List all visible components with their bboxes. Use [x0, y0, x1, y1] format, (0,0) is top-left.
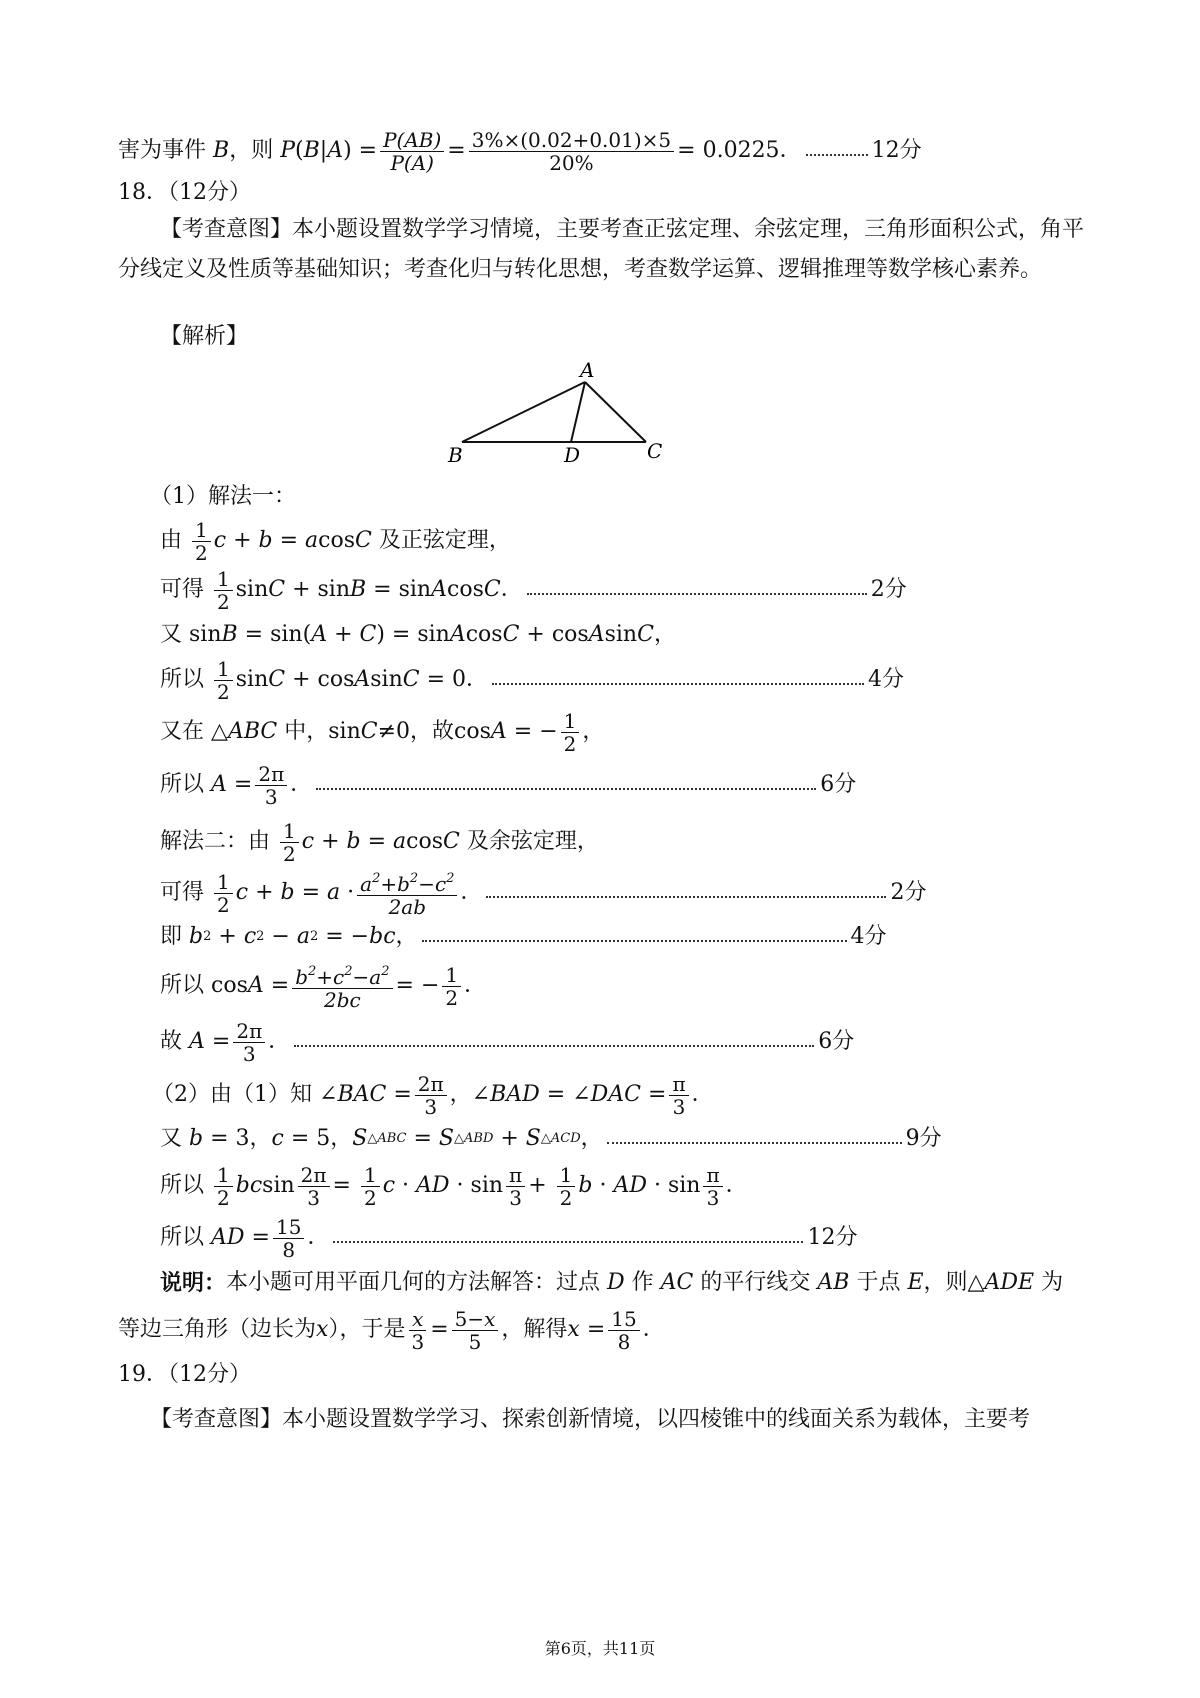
label-C: C	[647, 439, 663, 463]
q18-header: 18．（12分）	[118, 180, 251, 205]
m2-line4: 所以 cos A = $\frac{b^2+c^2-a^2}{2bc}$ = − $\frac{1}{2}$ ．	[160, 962, 487, 1012]
top-formula-line: 害为事件 B ，则 P ( B | A ) = $\frac{P(AB)}{P(A)}$ = $\frac{3\%\times(0.02+0.01)\times 5}{20\%}$ = 0.0225 ． 12分	[118, 127, 922, 175]
p2-line1: （2）由（1）知 ∠ BAC = $\frac{2\pi}{3}$ ，∠ BAD = ∠ DAC = $\frac{\pi}{3}$ ．	[152, 1071, 714, 1119]
score-12-top: 12分	[871, 138, 922, 163]
m2-line1: 解法二：由 $\frac{1}{2}$ c + b = a cos C 及余弦定理，	[160, 818, 599, 866]
m2-line5: 故 A = $\frac{2\pi}{3}$ ． 6分	[160, 1018, 855, 1066]
q18-analysis-label: 【解析】	[160, 324, 249, 349]
triangle-figure	[440, 360, 690, 470]
q18-intent: 【考查意图】本小题设置数学学习情境，主要考查正弦定理、余弦定理，三角形面积公式，角平分线定义及性质等基础知识；考查化归与转化思想，考查数学运算、逻辑推理等数学核心素养。	[118, 217, 1085, 282]
frac-pab-pa: $\frac{P(AB)}{P(A)}$	[380, 129, 444, 174]
q19-intent: 【考查意图】 本小题设置数学学习、探索创新情境，以四棱锥中的线面关系为载体，主要考	[150, 1407, 1031, 1432]
p2-line2: 又 b = 3， c = 5， S △ABC = S △ABD + S △ACD ， 9分	[160, 1124, 942, 1154]
top-prefix: 害为事件	[118, 138, 207, 163]
part1-title: （1）解法一：	[150, 484, 296, 509]
score-2b: 2分	[890, 880, 927, 905]
m2-line2: 可得 $\frac{1}{2}$ c + b = a · $\frac{a^2+b^2-c^2}{2ab}$ ． 2分	[160, 869, 927, 919]
score-6b: 6分	[818, 1029, 855, 1054]
p2-line4: 所以 AD = $\frac{15}{8}$ ． 12分	[160, 1214, 858, 1262]
p2-line3: 所以 $\frac{1}{2}$ bc sin $\frac{2\pi}{3}$ = $\frac{1}{2}$ c · AD · sin $\frac{\pi}{3}$ + $\frac{1}{2}$ b · AD · sin $\frac{\pi}{3}$ ．	[160, 1162, 748, 1210]
page-footer: 第6页，共11页	[544, 1639, 656, 1658]
label-D: D	[564, 443, 581, 467]
score-12: 12分	[807, 1225, 858, 1250]
score-4: 4分	[868, 667, 905, 692]
m2-line3: 即 b 2 + c 2 − a 2 = − bc ， 4分	[160, 922, 887, 952]
m1-line6: 所以 A = $\frac{2\pi}{3}$ ． 6分	[160, 761, 857, 809]
note-line2: 等边三角形（边长为 x ），于是 $\frac{x}{3}$ = $\frac{5-x}{5}$ ，解得 x = $\frac{15}{8}$ ．	[118, 1306, 665, 1354]
label-A: A	[580, 360, 595, 382]
score-9: 9分	[905, 1126, 942, 1151]
top-result: 0.0225	[702, 138, 780, 163]
m1-line3: 又 sin B = sin( A + C ) = sin A cos C + cos A sin C ，	[160, 622, 676, 647]
label-B: B	[448, 443, 463, 467]
score-4b: 4分	[850, 924, 887, 949]
score-2: 2分	[870, 577, 907, 602]
m1-line5: 又在 △ ABC 中， sin C ≠0 ，故 cos A = − $\frac{1}{2}$ ，	[160, 708, 605, 756]
frac-probability-value: $\frac{3\%\times(0.02+0.01)\times 5}{20\%}$	[469, 129, 674, 174]
score-6: 6分	[820, 772, 857, 797]
m1-line2: 可得 $\frac{1}{2}$ sin C + sin B = sin A cos C ． 2分	[160, 566, 907, 614]
m1-line1: 由 $\frac{1}{2}$ c + b = a cos C 及正弦定理，	[160, 517, 511, 565]
note-line1: 说明： 本小题可用平面几何的方法解答：过点 D 作 AC 的平行线交 AB 于点 E ，则 △ ADE 为	[160, 1270, 1064, 1296]
q19-header: 19．（12分）	[118, 1362, 251, 1387]
top-mid: ，则	[229, 138, 274, 163]
m1-line4: 所以 $\frac{1}{2}$ sin C + cos A sin C = 0． 4分	[160, 656, 905, 704]
